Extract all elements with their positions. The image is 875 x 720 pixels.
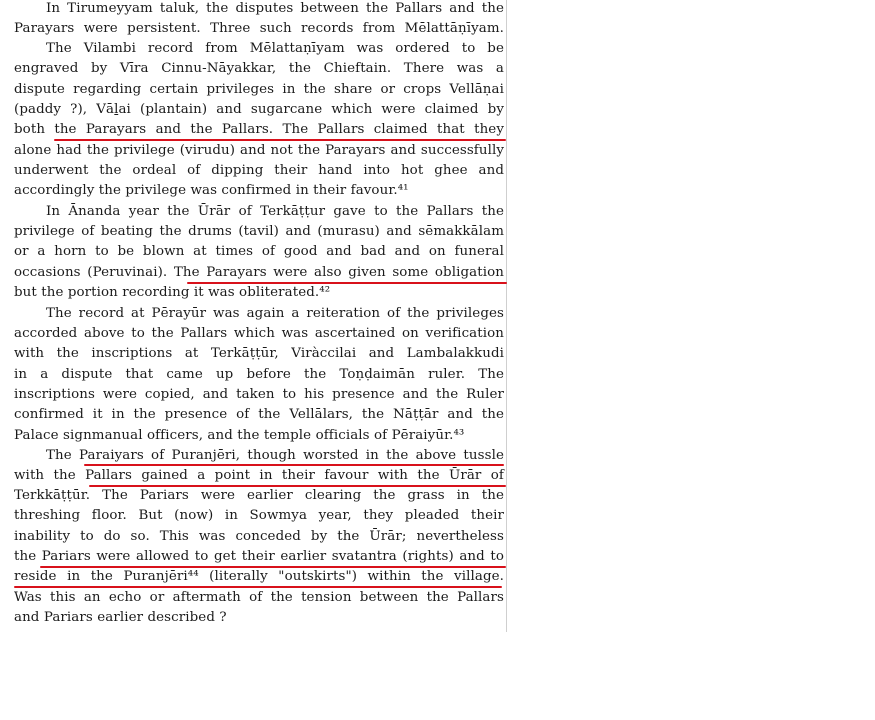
text-line: and Pariars earlier described ? — [14, 610, 227, 625]
underline-annotation — [54, 139, 506, 141]
text-line: Terkkāṭṭūr. The Pariars were earlier clearing the grass in the — [14, 488, 504, 503]
text-line: privilege of beating the drums (tavil) and (murasu) and sēmakkālam — [14, 224, 504, 239]
text-column — [14, 0, 507, 632]
text-line: occasions (Peruvinai). The Parayars were also given some obligation — [14, 265, 504, 280]
text-line: Palace signmanual officers, and the temple officials of Pēraiyūr.⁴³ — [14, 428, 465, 443]
underline-annotation — [89, 485, 506, 487]
text-line: threshing floor. But (now) in Sowmya year, they pleaded their — [14, 508, 504, 523]
text-line: (paddy ?), Vāḻai (plantain) and sugarcane which were claimed by — [14, 102, 504, 117]
text-line: In Ānanda year the Ūrār of Terkāṭṭur gave to the Pallars the — [46, 204, 504, 219]
underline-annotation — [187, 282, 507, 284]
text-line: or a horn to be blown at times of good and bad and on funeral — [14, 244, 504, 259]
text-line: The record at Pērayūr was again a reiteration of the privileges — [46, 306, 504, 321]
text-line: both the Parayars and the Pallars. The Pallars claimed that they — [14, 122, 504, 137]
underline-annotation — [14, 586, 502, 588]
text-line: Was this an echo or aftermath of the tension between the Pallars — [14, 590, 504, 605]
text-line: alone had the privilege (virudu) and not the Parayars and successfully — [14, 143, 504, 158]
text-line: dispute regarding certain privileges in the share or crops Vellāṇai — [14, 82, 504, 97]
text-line: The Paraiyars of Puranjēri, though worsted in the above tussle — [46, 448, 504, 463]
text-line: reside in the Puranjēri⁴⁴ (literally "outskirts") within the village. — [14, 569, 504, 584]
text-line: with the inscriptions at Terkāṭṭūr, Viràccilai and Lambalakkudi — [14, 346, 504, 361]
text-line: confirmed it in the presence of the Vellālars, the Nāṭṭār and the — [14, 407, 504, 422]
text-line: with the Pallars gained a point in their favour with the Ūrār of — [14, 468, 504, 483]
text-line: engraved by Vīra Cinnu-Nāyakkar, the Chieftain. There was a — [14, 61, 504, 76]
text-line: inscriptions were copied, and taken to his presence and the Ruler — [14, 387, 504, 402]
text-line: underwent the ordeal of dipping their hand into hot ghee and — [14, 163, 504, 178]
underline-annotation — [84, 464, 504, 466]
text-line: Parayars were persistent. Three such records from Mēlattāṇīyam. — [14, 21, 504, 36]
underline-annotation — [40, 566, 506, 568]
text-line: accordingly the privilege was confirmed in their favour.⁴¹ — [14, 183, 409, 198]
text-line: the Pariars were allowed to get their earlier svatantra (rights) and to — [14, 549, 504, 564]
text-line: inability to do so. This was conceded by the Ūrār; nevertheless — [14, 529, 504, 544]
text-line: in a dispute that came up before the Toṇḍaimān ruler. The — [14, 367, 504, 382]
text-line: but the portion recording it was obliterated.⁴² — [14, 285, 331, 300]
text-line: accorded above to the Pallars which was ascertained on verification — [14, 326, 504, 341]
text-line: The Vilambi record from Mēlattaṇīyam was ordered to be — [46, 41, 504, 56]
text-line: In Tirumeyyam taluk, the disputes between the Pallars and the — [46, 1, 504, 16]
